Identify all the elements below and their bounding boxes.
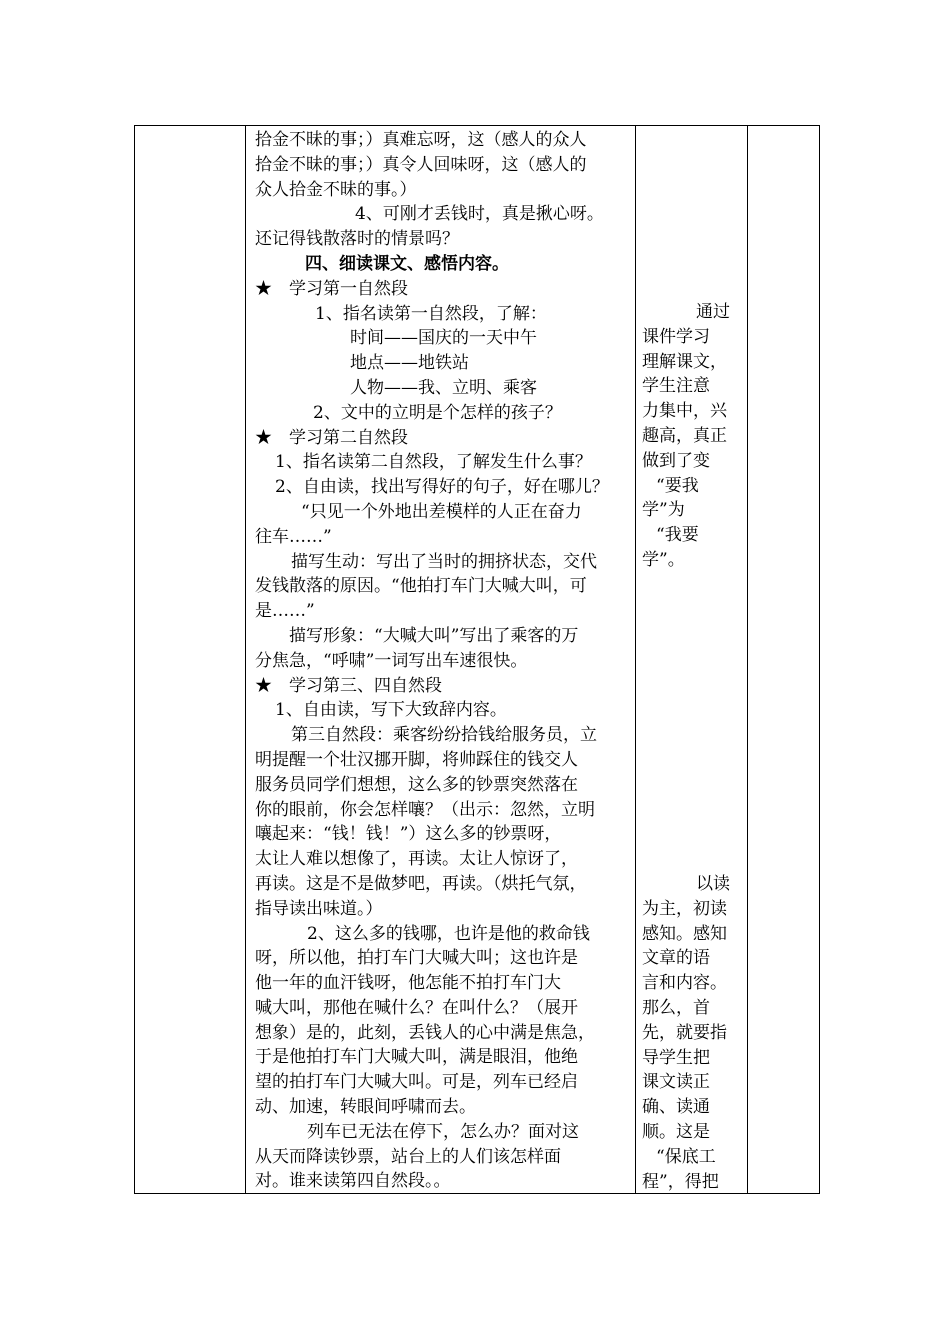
text-line: 第三自然段：乘客纷纷拾钱给服务员，立	[291, 725, 597, 746]
note-line: 学生注意	[642, 376, 710, 397]
text-line: 往车……”	[255, 526, 332, 547]
note-line: 理解课文，	[642, 351, 727, 372]
column-divider-1	[245, 126, 246, 1193]
text-line: 对。谁来读第四自然段。。	[255, 1171, 451, 1192]
text-line: 想象）是的，此刻，丢钱人的心中满是焦急，	[255, 1022, 595, 1043]
text-line: 拾金不昧的事；）真难忘呀，这（感人的众人	[255, 130, 587, 150]
text-line: 描写生动：写出了当时的拥挤状态，交代	[291, 551, 597, 572]
note-line: 课文读正	[642, 1072, 710, 1093]
note-line: 学”为	[642, 500, 685, 521]
text-line: 众人拾金不昧的事。）	[255, 179, 417, 200]
column-divider-3	[747, 126, 748, 1193]
text-line: 呀，所以他，拍打车门大喊大叫；这也许是	[255, 948, 578, 969]
note-line: 做到了变	[642, 450, 710, 471]
text-line: 你的眼前，你会怎样嚷？（出示：忽然，立明	[255, 799, 595, 820]
design-note-2	[642, 872, 742, 1194]
text-line: 2、自由读，找出写得好的句子，好在哪儿？	[275, 477, 609, 498]
note-line: 程”，得把	[642, 1171, 719, 1192]
note-line: 课件学习	[642, 326, 710, 347]
text-line: 2、这么多的钱哪，也许是他的救命钱	[307, 923, 590, 944]
note-line: 力集中，兴	[642, 401, 727, 422]
text-line: 人物——我、立明、乘客	[350, 377, 537, 398]
text-line: 时间——国庆的一天中午	[350, 328, 537, 349]
note-line: 感知。感知	[642, 923, 727, 944]
text-line: 于是他拍打车门大喊大叫，满是眼泪，他绝	[255, 1047, 578, 1068]
text-line: 动、加速，转眼间呼啸而去。	[255, 1097, 476, 1118]
text-line: ★ 学习第一自然段	[255, 278, 408, 299]
text-line: 再读。这是不是做梦吧，再读。（烘托气氛，	[255, 873, 587, 894]
text-line: 指导读出味道。）	[255, 898, 383, 919]
teaching-process-column	[255, 128, 635, 1194]
note-line: “要我	[656, 475, 699, 496]
note-line: 顺。这是	[642, 1121, 710, 1142]
text-line: “只见一个外地出差模样的人正在奋力	[301, 501, 582, 522]
note-line: 那么，首	[642, 997, 710, 1018]
text-line: 喊大叫，那他在喊什么？在叫什么？（展开	[255, 997, 578, 1018]
text-line: 嚷起来：“钱！钱！”）这么多的钞票呀，	[255, 824, 562, 845]
text-line: ★ 学习第二自然段	[255, 427, 408, 448]
note-line: 言和内容。	[642, 973, 727, 994]
text-line: 列车已无法在停下，怎么办？面对这	[307, 1121, 579, 1142]
text-line: 分焦急，“呼啸”一词写出车速很快。	[255, 650, 528, 671]
note-line: 文章的语	[642, 948, 710, 969]
text-line: 4、可刚才丢钱时，真是揪心呀。	[355, 204, 604, 225]
note-line: 确、读通	[642, 1097, 710, 1118]
text-line: 四、细读课文、感悟内容。	[305, 253, 509, 274]
text-line: 1、指名读第一自然段，了解：	[315, 303, 547, 324]
design-note-1	[642, 300, 742, 573]
text-line: 2、文中的立明是个怎样的孩子？	[313, 402, 562, 423]
text-line: ★ 学习第三、四自然段	[255, 675, 442, 696]
text-line: 1、指名读第二自然段，了解发生什么事？	[275, 452, 592, 473]
note-line: 为主，初读	[642, 898, 727, 919]
note-line: “我要	[656, 525, 699, 546]
text-line: 发钱散落的原因。“他拍打车门大喊大叫，可	[255, 576, 587, 597]
text-line: 1、自由读，写下大致辞内容。	[275, 700, 507, 721]
note-line: 通过	[696, 302, 730, 322]
text-line: 从天而降读钞票，站台上的人们该怎样面	[255, 1146, 561, 1167]
text-line: 服务员同学们想想，这么多的钞票突然落在	[255, 774, 578, 795]
text-line: 他一年的血汗钱呀，他怎能不拍打车门大	[255, 973, 561, 994]
note-line: 导学生把	[642, 1047, 710, 1068]
text-line: 太让人难以想像了，再读。太让人惊讶了，	[255, 849, 578, 870]
text-line: 是……”	[255, 601, 315, 622]
lesson-plan-table	[134, 125, 820, 1194]
note-line: 以读	[696, 874, 730, 894]
note-line: “保底工	[656, 1146, 716, 1167]
text-line: 地点——地铁站	[350, 353, 469, 374]
note-line: 学”。	[642, 549, 685, 570]
column-divider-2	[635, 126, 636, 1193]
note-line: 先，就要指	[642, 1022, 727, 1043]
text-line: 拾金不昧的事；）真令人回味呀，这（感人的	[255, 154, 587, 175]
text-line: 望的拍打车门大喊大叫。可是，列车已经启	[255, 1072, 578, 1093]
text-line: 还记得钱散落时的情景吗？	[255, 229, 459, 250]
note-line: 趣高，真正	[642, 425, 727, 446]
text-line: 描写形象：“大喊大叫”写出了乘客的万	[289, 625, 579, 646]
text-line: 明提醒一个壮汉挪开脚，将帅踩住的钱交人	[255, 749, 578, 770]
